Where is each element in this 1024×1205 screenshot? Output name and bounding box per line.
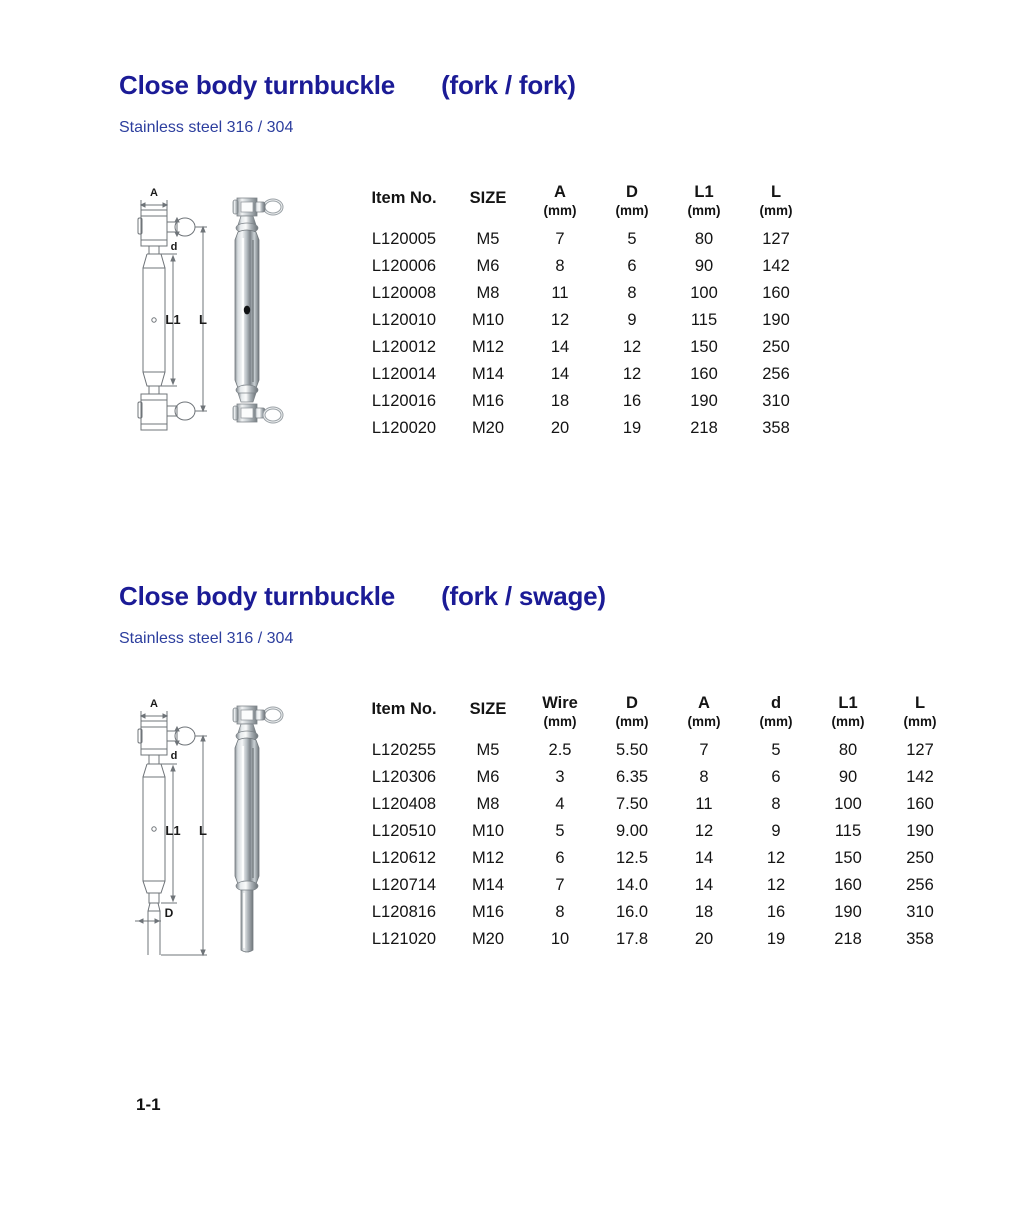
cell-item-no: L120612	[371, 849, 437, 867]
unit-a: (mm)	[687, 714, 721, 729]
cell-item-no: L120714	[371, 876, 437, 894]
cell-wire: 4	[555, 795, 565, 813]
dim-label-D: D	[164, 906, 174, 920]
cell-item-no: L120255	[371, 741, 437, 759]
cell-l1: 90	[694, 257, 714, 275]
cell-l1: 100	[690, 284, 718, 302]
cell-d-lower: 16	[766, 903, 786, 921]
table-body	[356, 734, 956, 953]
cell-l1: 160	[834, 876, 862, 894]
cell-wire: 10	[550, 930, 570, 948]
table-row	[356, 818, 956, 845]
unit-a: (mm)	[543, 203, 577, 218]
cell-l: 358	[906, 930, 934, 948]
table-row	[356, 361, 812, 388]
cell-item-no: L121020	[371, 930, 437, 948]
cell-size: M10	[471, 311, 505, 329]
cell-wire: 3	[555, 768, 565, 786]
cell-l1: 190	[690, 392, 718, 410]
cell-size: M10	[471, 822, 505, 840]
cell-l1: 190	[834, 903, 862, 921]
header-item-no: Item No.	[371, 700, 437, 718]
cell-item-no: L120020	[371, 419, 437, 437]
product-subtitle: Stainless steel 316 / 304	[119, 630, 294, 647]
table-header-row-names	[356, 686, 956, 714]
cell-size: M6	[476, 768, 500, 786]
cell-l: 160	[762, 284, 790, 302]
cell-d-lower: 8	[771, 795, 781, 813]
cell-l: 160	[906, 795, 934, 813]
cell-l: 250	[762, 338, 790, 356]
cell-d-lower: 19	[766, 930, 786, 948]
table-row	[356, 926, 956, 953]
header-size: SIZE	[469, 700, 507, 718]
cell-d-upper: 17.8	[615, 930, 649, 948]
cell-size: M6	[476, 257, 500, 275]
cell-l1: 160	[690, 365, 718, 383]
cell-item-no: L120005	[371, 230, 437, 248]
cell-size: M12	[471, 338, 505, 356]
cell-item-no: L120008	[371, 284, 437, 302]
unit-wire: (mm)	[543, 714, 577, 729]
table-row	[356, 388, 812, 415]
cell-d-upper: 12.5	[615, 849, 649, 867]
cell-d-upper: 7.50	[615, 795, 649, 813]
turnbuckle-fork-swage-drawing	[125, 693, 315, 963]
cell-d: 12	[622, 338, 642, 356]
table-row	[356, 791, 956, 818]
cell-l: 142	[762, 257, 790, 275]
cell-d-upper: 6.35	[615, 768, 649, 786]
dim-label-A: A	[150, 187, 158, 199]
header-item-no: Item No.	[371, 189, 437, 207]
product-title: Close body turnbuckle	[119, 581, 396, 611]
dim-label-d: d	[170, 750, 178, 762]
header-l1: L1	[694, 183, 714, 201]
product-figure-fork-swage	[125, 693, 315, 963]
unit-l1: (mm)	[831, 714, 865, 729]
table-row	[356, 845, 956, 872]
header-d-upper: D	[626, 183, 638, 201]
cell-size: M8	[476, 284, 500, 302]
cell-l1: 80	[838, 741, 858, 759]
dim-label-A: A	[150, 698, 158, 710]
cell-d-lower: 6	[771, 768, 781, 786]
cell-d-lower: 12	[766, 876, 786, 894]
cell-a: 18	[550, 392, 570, 410]
table-header	[356, 686, 956, 734]
cell-item-no: L120510	[371, 822, 437, 840]
cell-d: 6	[627, 257, 637, 275]
table-row	[356, 223, 812, 253]
dim-label-L1: L1	[165, 312, 181, 327]
cell-item-no: L120816	[371, 903, 437, 921]
cell-d-upper: 5.50	[615, 741, 649, 759]
spec-table-fork-swage	[356, 686, 956, 953]
table-row	[356, 872, 956, 899]
product-title: Close body turnbuckle	[119, 70, 396, 100]
cell-item-no: L120306	[371, 768, 437, 786]
cell-size: M20	[471, 930, 505, 948]
cell-a: 14	[694, 849, 714, 867]
header-d-upper: D	[626, 694, 638, 712]
turnbuckle-fork-fork-drawing	[125, 182, 315, 452]
cell-l1: 90	[838, 768, 858, 786]
cell-size: M8	[476, 795, 500, 813]
turnbuckle-photo-fork-swage	[233, 706, 282, 952]
table-row	[356, 280, 812, 307]
table-row	[356, 253, 812, 280]
table-header	[356, 175, 812, 223]
cell-item-no: L120014	[371, 365, 437, 383]
cell-l1: 100	[834, 795, 862, 813]
cell-a: 7	[699, 741, 709, 759]
cell-d-upper: 9.00	[615, 822, 649, 840]
cell-item-no: L120012	[371, 338, 437, 356]
header-l: L	[770, 183, 782, 201]
cell-d: 19	[622, 419, 642, 437]
unit-d-lower: (mm)	[759, 714, 793, 729]
header-l: L	[914, 694, 926, 712]
header-size: SIZE	[469, 189, 507, 207]
cell-a: 8	[555, 257, 565, 275]
cell-a: 14	[694, 876, 714, 894]
cell-a: 14	[550, 365, 570, 383]
spec-table-fork-fork	[356, 175, 812, 442]
table-row	[356, 899, 956, 926]
cell-a: 11	[695, 795, 713, 813]
cell-l: 310	[762, 392, 790, 410]
cell-size: M16	[471, 903, 505, 921]
cell-d: 12	[622, 365, 642, 383]
turnbuckle-photo-fork-fork	[233, 198, 282, 422]
cell-l: 127	[762, 230, 790, 248]
cell-l1: 150	[834, 849, 862, 867]
cell-l1: 115	[834, 822, 862, 840]
cell-l: 358	[762, 419, 790, 437]
cell-a: 8	[699, 768, 709, 786]
cell-size: M14	[471, 876, 505, 894]
product-heading	[0, 70, 1024, 110]
cell-l: 256	[906, 876, 934, 894]
cell-size: M14	[471, 365, 505, 383]
unit-d-upper: (mm)	[615, 203, 649, 218]
cell-wire: 7	[555, 876, 565, 894]
table-row	[356, 764, 956, 791]
header-wire: Wire	[542, 694, 578, 712]
cell-item-no: L120016	[371, 392, 437, 410]
cell-d-upper: 14.0	[615, 876, 649, 894]
cell-d: 8	[627, 284, 637, 302]
cell-l1: 80	[694, 230, 714, 248]
dim-label-L: L	[199, 312, 207, 327]
product-figure-fork-fork	[125, 182, 315, 452]
product-variant: (fork / swage)	[441, 581, 606, 611]
page-number: 1-1	[136, 1095, 161, 1114]
table-header-row-names	[356, 175, 812, 203]
unit-l: (mm)	[759, 203, 793, 218]
header-a: A	[554, 183, 566, 201]
cell-d: 16	[622, 392, 642, 410]
cell-a: 20	[550, 419, 570, 437]
cell-a: 12	[550, 311, 570, 329]
dim-label-d: d	[170, 241, 178, 253]
cell-a: 12	[694, 822, 714, 840]
cell-d-lower: 12	[766, 849, 786, 867]
cell-item-no: L120408	[371, 795, 437, 813]
unit-d-upper: (mm)	[615, 714, 649, 729]
cell-l1: 115	[690, 311, 718, 329]
cell-a: 18	[694, 903, 714, 921]
cell-wire: 2.5	[548, 741, 572, 759]
cell-d-upper: 16.0	[615, 903, 649, 921]
header-l1: L1	[838, 694, 858, 712]
product-heading	[0, 581, 1024, 621]
product-section-fork-swage	[0, 581, 1024, 948]
table-row	[356, 415, 812, 442]
cell-size: M16	[471, 392, 505, 410]
product-section-fork-fork	[0, 70, 1024, 437]
cell-l1: 218	[690, 419, 718, 437]
cell-wire: 5	[555, 822, 565, 840]
cell-l: 250	[906, 849, 934, 867]
cell-d: 5	[627, 230, 637, 248]
cell-d-lower: 5	[771, 741, 781, 759]
cell-wire: 6	[555, 849, 565, 867]
cell-d: 9	[627, 311, 637, 329]
cell-wire: 8	[555, 903, 565, 921]
dim-label-L1: L1	[165, 823, 181, 838]
cell-l: 190	[762, 311, 790, 329]
table-row	[356, 307, 812, 334]
cell-l: 142	[906, 768, 934, 786]
cell-l: 310	[906, 903, 934, 921]
cell-d-lower: 9	[771, 822, 781, 840]
cell-l1: 150	[690, 338, 718, 356]
unit-l: (mm)	[903, 714, 937, 729]
cell-item-no: L120010	[371, 311, 437, 329]
header-d-lower: d	[770, 694, 782, 712]
cell-l: 190	[906, 822, 934, 840]
cell-a: 20	[694, 930, 714, 948]
table-body	[356, 223, 812, 442]
cell-a: 11	[551, 284, 569, 302]
cell-size: M12	[471, 849, 505, 867]
product-variant: (fork / fork)	[441, 70, 576, 100]
unit-l1: (mm)	[687, 203, 721, 218]
dim-label-L: L	[199, 823, 207, 838]
cell-size: M5	[476, 230, 500, 248]
cell-size: M5	[476, 741, 500, 759]
cell-l1: 218	[834, 930, 862, 948]
cell-l: 256	[762, 365, 790, 383]
cell-l: 127	[906, 741, 934, 759]
header-a: A	[698, 694, 710, 712]
table-row	[356, 734, 956, 764]
product-subtitle: Stainless steel 316 / 304	[119, 119, 294, 136]
cell-item-no: L120006	[371, 257, 437, 275]
cell-a: 7	[555, 230, 565, 248]
cell-size: M20	[471, 419, 505, 437]
cell-a: 14	[550, 338, 570, 356]
table-row	[356, 334, 812, 361]
